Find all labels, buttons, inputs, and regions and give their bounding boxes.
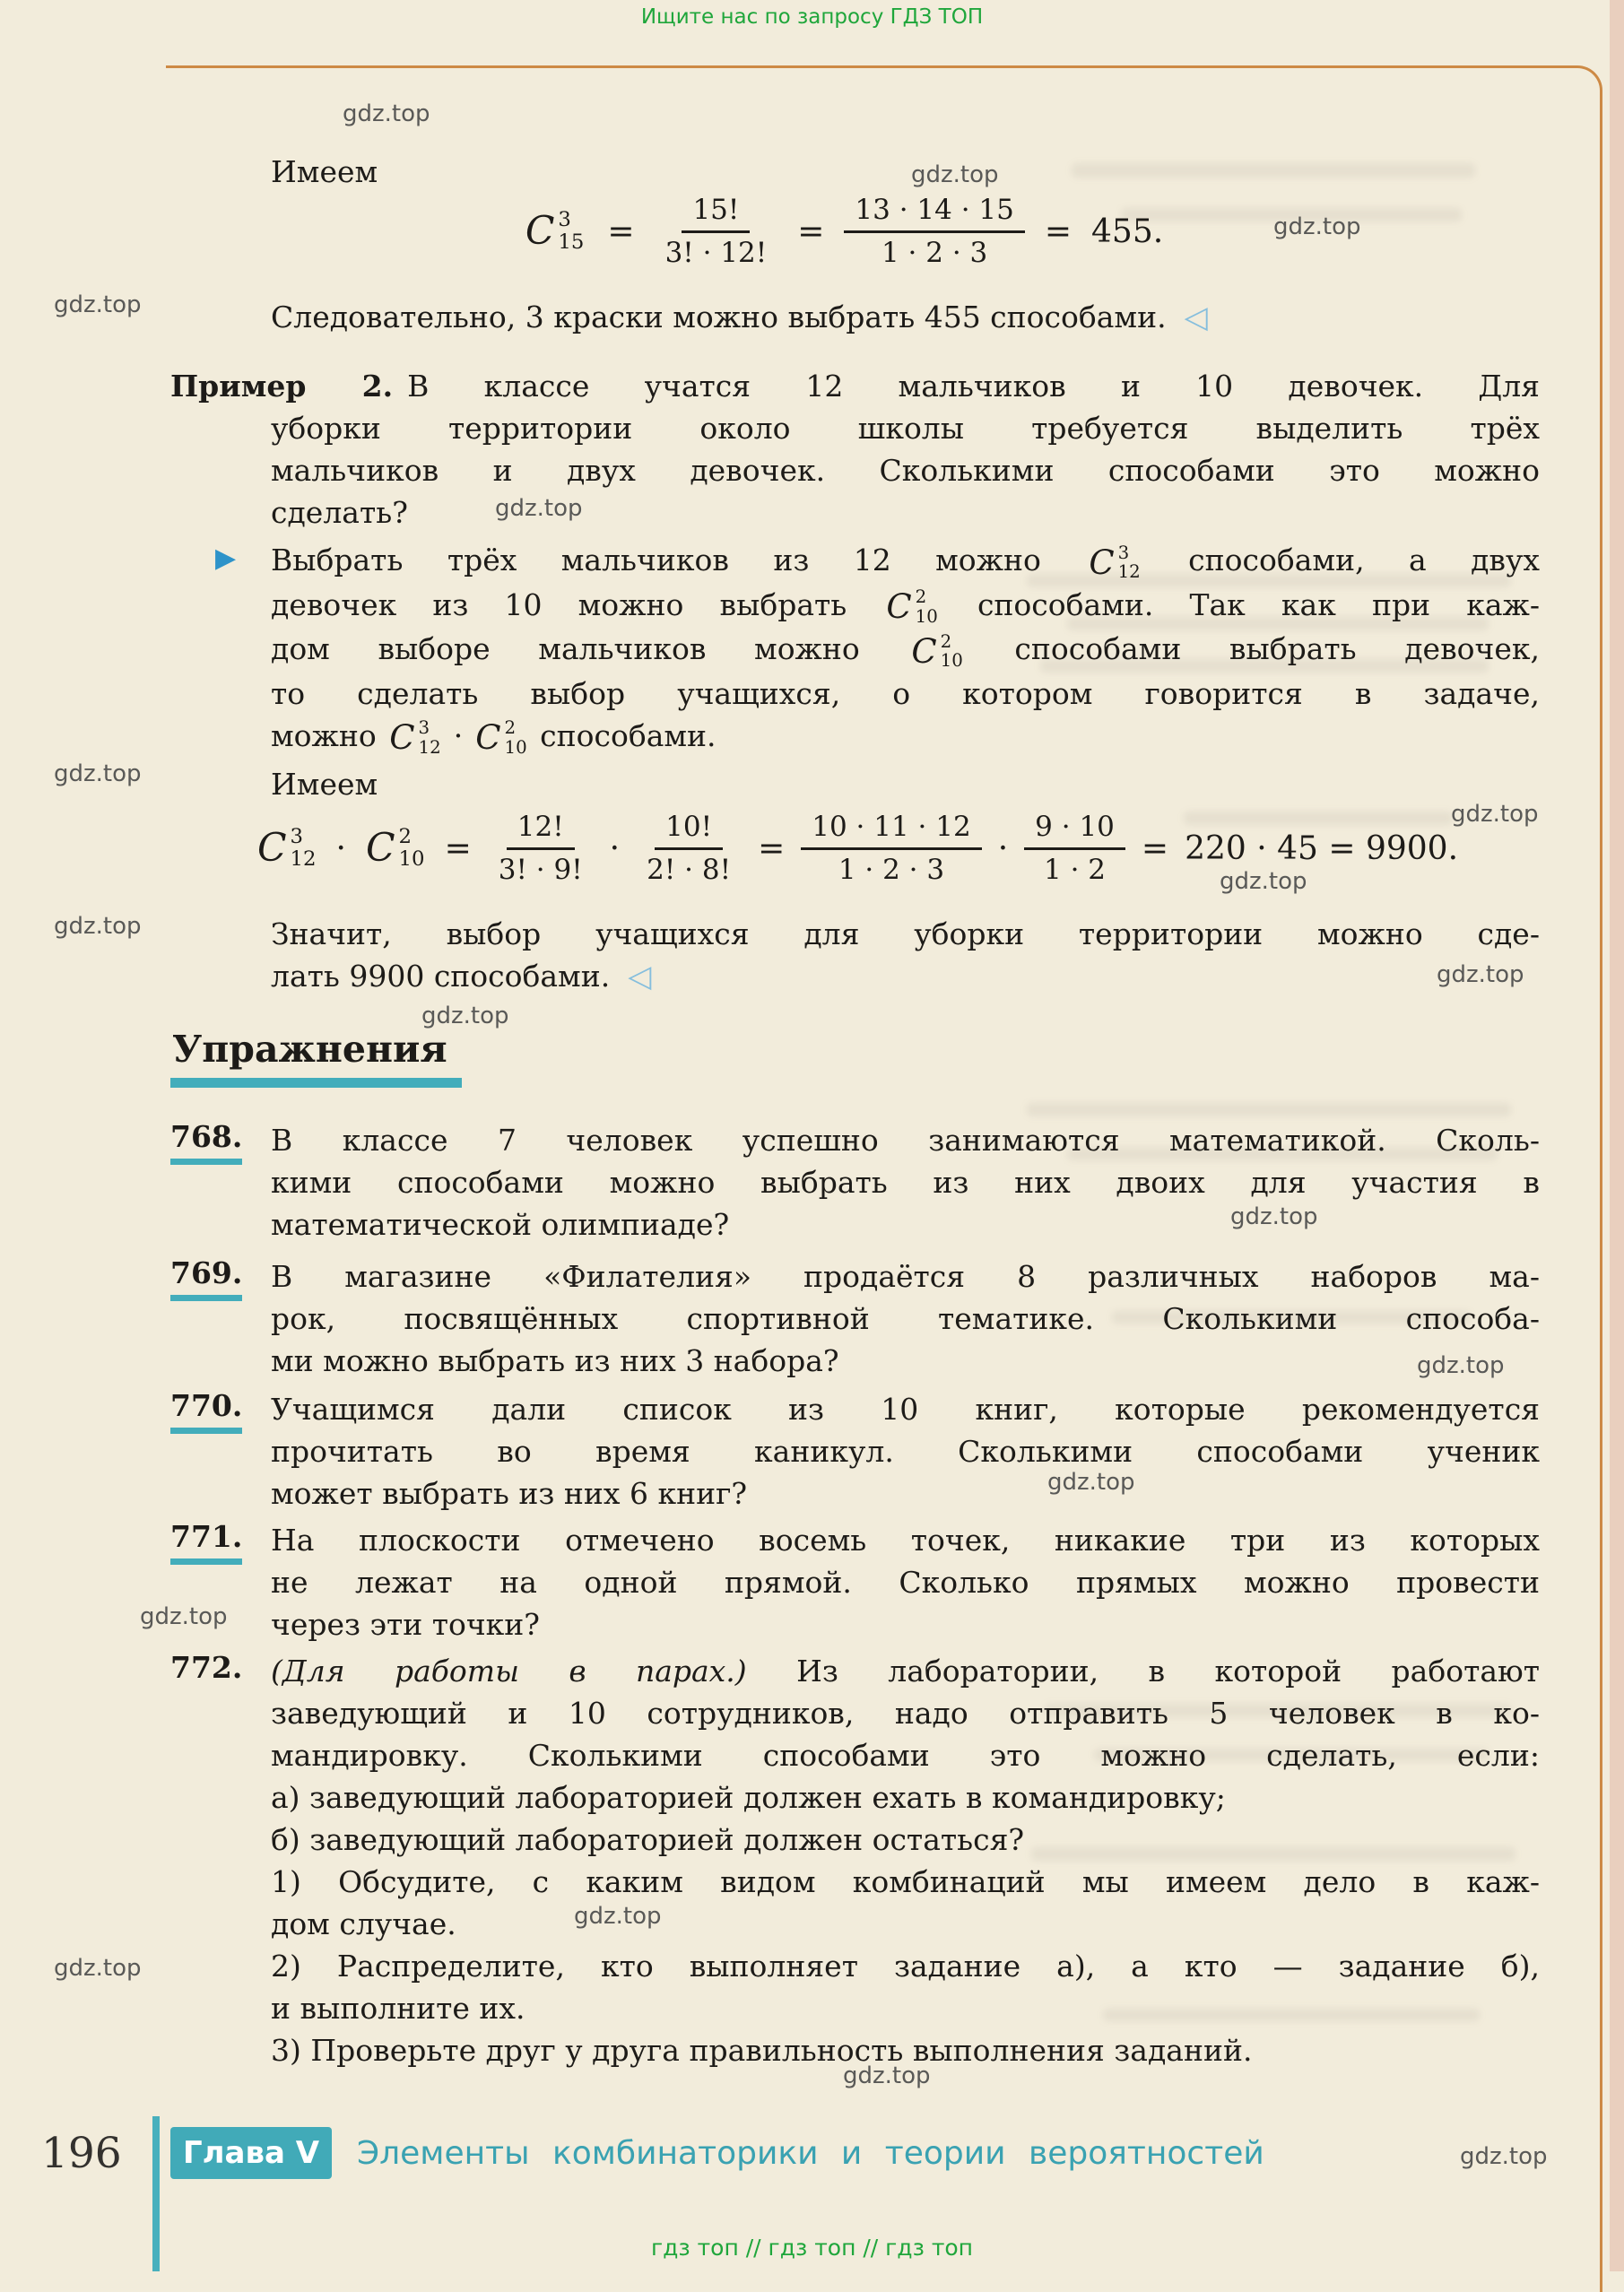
equals-sign: = bbox=[607, 213, 635, 250]
equals-sign: = bbox=[797, 213, 825, 250]
conclusion-text: Следовательно, 3 краски можно выбрать 455 способами. bbox=[271, 300, 1167, 334]
watermark: gdz.top bbox=[54, 1955, 142, 1982]
example-label: Пример 2. bbox=[170, 369, 394, 404]
exercises-heading: Упражнения bbox=[170, 1028, 462, 1088]
exercise-770: 770. Учащимся дали список из 10 книг, которые рекомендуется прочитать во время каникул. Сколькими способами ученик может выбрать из них 6 книг? bbox=[170, 1388, 1540, 1511]
page-number: 196 bbox=[41, 2129, 122, 2178]
page-edge bbox=[1610, 0, 1624, 2271]
fraction: $\frac{10!}{2! \cdot 8!}$ bbox=[647, 811, 732, 886]
multiplication-dot: · bbox=[453, 717, 464, 753]
watermark: gdz.top bbox=[54, 760, 142, 787]
watermark: gdz.top bbox=[1460, 2143, 1548, 2170]
formula-result: 220 · 45 = 9900. bbox=[1185, 829, 1459, 867]
exercise-771: 771. На плоскости отмечено восемь точек, никакие три из которых не лежат на одной прямой. Сколько прямых можно провести через эти точки? bbox=[170, 1519, 1540, 1642]
watermark: gdz.top bbox=[1273, 213, 1361, 240]
watermark: gdz.top bbox=[343, 100, 430, 127]
example-2: Пример 2. В классе учатся 12 мальчиков и 10 девочек. Для уборки территории около школы требуется выделить трёх мальчиков и двух девочек. Сколькими способами это можно сделать? bbox=[170, 369, 1541, 530]
watermark: gdz.top bbox=[911, 161, 999, 188]
watermark: gdz.top bbox=[1417, 1352, 1505, 1379]
exercise-769: 769. В магазине «Филателия» продаётся 8 различных наборов ма- рок, посвящённых спортивной тематике. Сколькими способа- ми можно выбрать из них 3 набора? bbox=[170, 1255, 1540, 1378]
italic-lead: (Для работы в парах.) bbox=[271, 1654, 747, 1689]
combination-c-2-10: C 2 10 bbox=[475, 717, 527, 758]
example2-conclusion: Значит, выбор учащихся для уборки территории можно сде- лать 9900 способами. ◁ bbox=[271, 916, 1540, 994]
combination-c-3-15: C 3 15 bbox=[525, 208, 585, 254]
watermark: gdz.top bbox=[1047, 1469, 1135, 1496]
superscript: 3 bbox=[558, 208, 571, 232]
chapter-title: Элементы комбинаторики и теории вероятностей bbox=[357, 2134, 1264, 2172]
watermark: gdz.top bbox=[54, 913, 142, 940]
equals-sign: = bbox=[1044, 213, 1073, 250]
combination-c-3-12: C 3 12 bbox=[256, 825, 317, 871]
solution-end-icon: ◁ bbox=[628, 959, 652, 994]
combination-c-2-10: C 2 10 bbox=[365, 825, 425, 871]
fraction: $\frac{13 \cdot 14 \cdot 15}{1 \cdot 2 \cdot 3}$ bbox=[844, 192, 1024, 271]
exercise-768: 768. В классе 7 человек успешно занимаются математикой. Сколь- кими способами можно выбрать из них двоих для участия в математической олимпиаде? bbox=[170, 1119, 1540, 1242]
imeem-text: Имеем bbox=[271, 767, 378, 802]
equals-sign: = bbox=[444, 829, 472, 867]
formula-c312-c210 bbox=[221, 796, 1490, 900]
fraction: $\frac{10 \cdot 11 \cdot 12}{1 \cdot 2 \cdot 3}$ bbox=[801, 809, 981, 888]
formula-result: 455. bbox=[1091, 213, 1164, 250]
watermark: gdz.top bbox=[140, 1603, 228, 1630]
combination-c-3-12: C 3 12 bbox=[389, 717, 441, 758]
multiplication-dot: · bbox=[997, 829, 1009, 867]
multiplication-dot: · bbox=[335, 829, 346, 867]
exercise-number: 770. bbox=[170, 1388, 242, 1434]
top-banner: Ищите нас по запросу ГДЗ ТОП bbox=[640, 5, 984, 29]
watermark: gdz.top bbox=[574, 1903, 662, 1930]
watermark: gdz.top bbox=[1451, 801, 1539, 828]
watermark: gdz.top bbox=[843, 2062, 931, 2089]
watermark: gdz.top bbox=[1437, 961, 1524, 988]
chapter-badge: Глава V bbox=[170, 2127, 332, 2179]
exercise-number: 769. bbox=[170, 1255, 242, 1301]
imeem-text: Имеем bbox=[271, 154, 378, 189]
bottom-banner: гдз топ // гдз топ // гдз топ bbox=[650, 2235, 974, 2261]
bleed-through bbox=[1027, 1103, 1511, 1116]
exercise-number: 772. bbox=[170, 1650, 243, 1685]
exercise-number: 771. bbox=[170, 1519, 242, 1565]
multiplication-dot: · bbox=[609, 829, 621, 867]
watermark: gdz.top bbox=[54, 291, 142, 318]
watermark: gdz.top bbox=[495, 495, 583, 522]
exercise-772: 772. (Для работы в парах.) Из лаборатории, в которой работают заведующий и 10 сотрудников, надо отправить 5 человек в ко- мандировку. Сколькими способами это можно сделать, если: а) заведующий лабораторией должен ехать в командировку; б) заведующий лабораторией должен остаться? 1) Обсудите, с каким видом комбинаций мы имеем дело в каж- дом случае. 2) Распределите, кто выполняет задание а), а кто — задание б), и выполните их. 3) Проверьте друг у друга правильность выполнения заданий. bbox=[170, 1650, 1541, 2068]
fraction: $\frac{12!}{3! \cdot 9!}$ bbox=[498, 811, 583, 886]
subscript: 15 bbox=[558, 230, 585, 254]
equals-sign: = bbox=[758, 829, 786, 867]
combination-c-2-10: C 2 10 bbox=[911, 630, 963, 671]
watermark: gdz.top bbox=[421, 1003, 509, 1029]
combination-c-3-12: C 3 12 bbox=[1089, 542, 1141, 582]
example2-solution: ▶ Выбрать трёх мальчиков из 12 можно C 3 12 способами, а двух девочек из 10 можно выбрать C 2 10 способами. Так как при каж- дом выборе мальчиков можно C 2 10 способами выбрать девочек, то сделать выбор учащихся, о котором говорится в задаче, можно C 3 12 · C 2 10 способами. bbox=[215, 542, 1541, 758]
exercise-number: 768. bbox=[170, 1119, 242, 1165]
example1-conclusion bbox=[271, 296, 1540, 339]
fraction: $\frac{15!}{3! \cdot 12!}$ bbox=[664, 194, 768, 269]
formula-c315 bbox=[208, 179, 1477, 283]
watermark: gdz.top bbox=[1220, 868, 1307, 895]
solution-end-icon: ◁ bbox=[1184, 300, 1208, 335]
combination-c-2-10: C 2 10 bbox=[886, 586, 938, 627]
equals-sign: = bbox=[1141, 829, 1169, 867]
watermark: gdz.top bbox=[1230, 1203, 1318, 1230]
fraction: $\frac{9 \cdot 10}{1 \cdot 2}$ bbox=[1024, 809, 1125, 888]
solution-start-icon: ▶ bbox=[215, 543, 237, 574]
